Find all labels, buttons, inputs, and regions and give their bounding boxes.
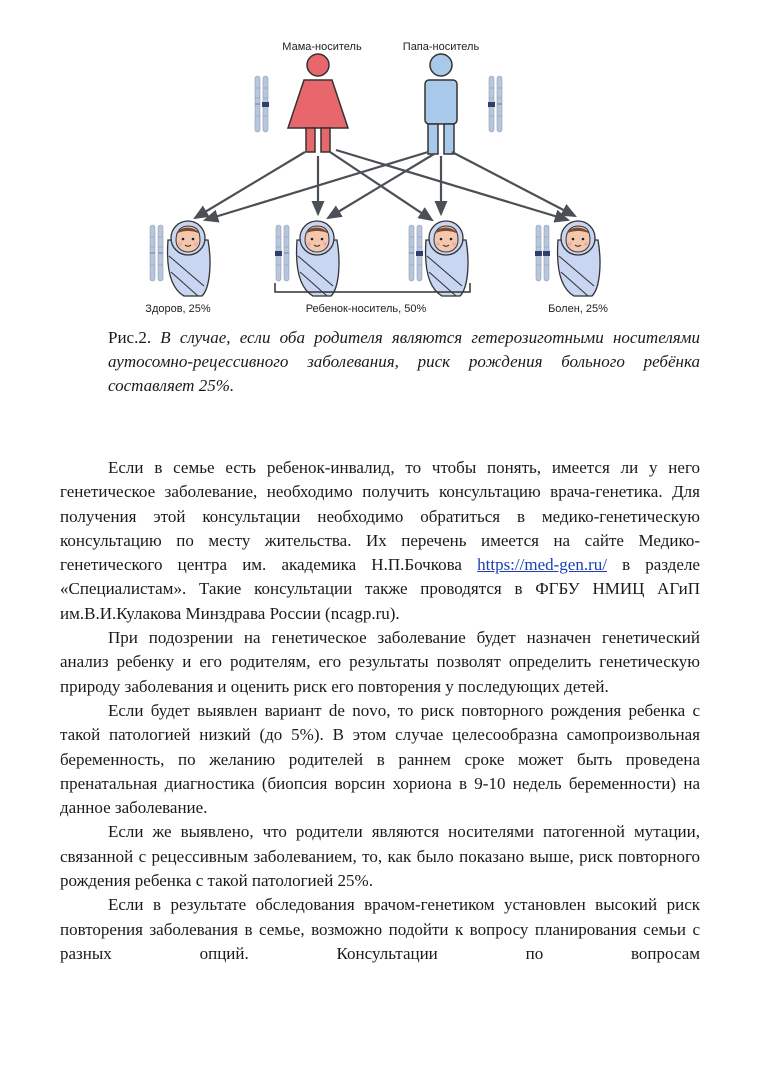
figure-number: Рис.2.	[108, 328, 152, 347]
paragraph-1-text: Если в семье есть ребенок-инвалид, то чтобы понять, имеется ли у него генетическое заболевание, необходимо получить консультацию врача-генетика. Для получения этой консультации необходимо обратиться в медико-генетическую консультацию по месту жительства. Их перечень имеется на сайте Медико-генетического центра им. академика Н.П.Бочкова	[60, 458, 700, 575]
paragraph-1-text-end: в разделе «Специалистам». Такие консультации также проводятся в ФГБУ НМИЦ АГиП им.В.И.Кулакова Минздрава России (ncagp.ru).	[60, 555, 700, 623]
child-carrier-1	[275, 221, 339, 296]
figure-caption	[108, 326, 700, 398]
healthy-label: Здоров, 25%	[145, 303, 211, 315]
body-text	[60, 456, 700, 966]
mutation-marker	[543, 251, 550, 256]
mother-label: Мама-носитель	[282, 41, 362, 53]
father-chromosome-pair	[488, 76, 502, 132]
baby-icon	[297, 221, 339, 296]
paragraph-5: Если в результате обследования врачом-генетиком установлен высокий риск повторения заболевания в семье, возможно подойти к вопросу планирования семьи с разных опций. Консультации по вопросам	[60, 895, 700, 963]
mother-figure-icon	[288, 54, 348, 152]
mutation-marker	[262, 102, 269, 107]
affected-label: Болен, 25%	[548, 303, 608, 315]
paragraph-3: Если будет выявлен вариант de novo, то риск повторного рождения ребенка с такой патологией низкий (до 5%). В этом случае целесообразна самопроизвольная беременность, по желанию родителей в раннем сроке может быть проведена пренатальная диагностика (биопсия ворсин хориона в 9-10 недель беременности) на данное заболевание.	[60, 700, 700, 818]
inheritance-arrows	[195, 150, 575, 220]
child-carrier-2	[409, 221, 468, 296]
figure-caption-text: В случае, если оба родителя являются гетерозиготными носителями аутосомно-рецессивного заболевания, риск рождения больного ребёнка составляет 25%.	[108, 328, 700, 395]
baby-icon	[168, 221, 210, 296]
mutation-marker	[488, 102, 495, 107]
child-healthy	[150, 221, 210, 296]
child-affected	[535, 221, 600, 296]
carrier-label: Ребенок-носитель, 50%	[305, 303, 427, 315]
baby-icon	[558, 221, 600, 296]
mutation-marker	[535, 251, 542, 256]
baby-icon	[426, 221, 468, 296]
paragraph-2: При подозрении на генетическое заболевание будет назначен генетический анализ ребенку и его родителям, его результаты позволят определить генетическую природу заболевания и оценить риск его повторения у последующих детей.	[60, 628, 700, 696]
paragraph-1	[60, 456, 700, 626]
father-figure-icon	[425, 54, 457, 154]
paragraph-4: Если же выявлено, что родители являются носителями патогенной мутации, связанной с рецессивным заболеванием, то, как было показано выше, риск повторного рождения ребенка с такой патологией 25%.	[60, 822, 700, 891]
inheritance-diagram	[0, 0, 757, 325]
mother-chromosome-pair	[255, 76, 269, 132]
mutation-marker	[275, 251, 282, 256]
med-gen-link[interactable]: https://med-gen.ru/	[477, 555, 607, 575]
father-label: Папа-носитель	[402, 41, 480, 53]
mutation-marker	[416, 251, 423, 256]
